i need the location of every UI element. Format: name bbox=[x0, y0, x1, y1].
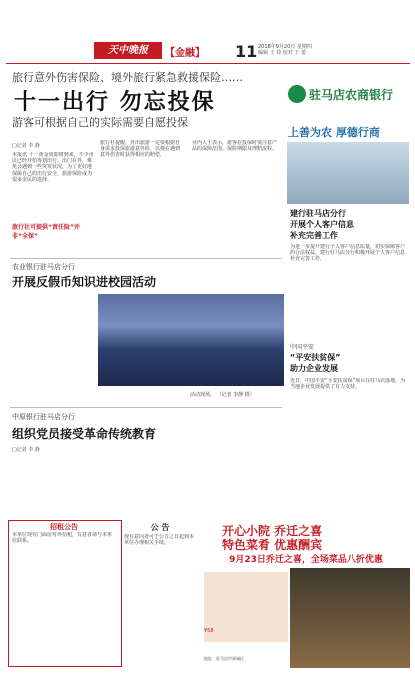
ad-menu bbox=[204, 572, 288, 642]
lead-kicker: 旅行意外伤害保险、境外旅行紧急救援保险…… bbox=[12, 71, 243, 84]
ad-title-2: 特色菜肴 优惠酬宾 bbox=[222, 538, 323, 552]
section3-label: 中原银行驻马店分行 bbox=[12, 413, 75, 421]
lead-body-col1: 本报讯 十一黄金周即将到来，不少市民已经开始筹划出行。出门在外，难免会遇到一些突发状况，为了更好地保障自己的出行安全，旅游保险成为很多市民的选择。 bbox=[12, 152, 94, 183]
lead-byline: □记者 李 静 bbox=[12, 143, 40, 149]
lead-body-col3: 业内人士表示，游客在投保时要注意产品的保障范围、保险期限及理赔流程。 bbox=[192, 140, 278, 153]
lead-headline: 十一出行 勿忘投保 bbox=[14, 90, 216, 115]
right-sub-label: 中国平安 bbox=[290, 344, 315, 351]
date-line bbox=[258, 44, 348, 56]
section2-photo bbox=[98, 294, 284, 386]
right-body: 为进一步提升建行个人客户信息质量，切实保障客户的合法权益，建行驻马店分行积极开展个人客户信息补充完善工作。 bbox=[290, 244, 406, 263]
section-label: 【金融】 bbox=[165, 48, 205, 59]
right-sub-body: 近日，中国平安“平安扶贫保”项目在驻马店落地，为当地企业发展提供了有力支持。 bbox=[290, 378, 406, 391]
masthead-logo: 天中晚报 bbox=[94, 42, 162, 59]
bank-name: 驻马店农商银行 bbox=[309, 88, 394, 102]
section2-label: 农业银行驻马店分行 bbox=[12, 263, 75, 271]
section2-rule bbox=[10, 258, 282, 259]
issue-date: 2018年9月20日 星期四 bbox=[258, 44, 312, 50]
right-title-2: 开展个人客户信息 bbox=[290, 220, 354, 229]
section2-photo-caption: 活动现场。 （记者 李静 摄） bbox=[190, 392, 255, 398]
public-notice-title: 公 告 bbox=[150, 523, 170, 532]
section3-title: 组织党员接受革命传统教育 bbox=[12, 427, 157, 441]
ad-title-1: 开心小院 乔迁之喜 bbox=[222, 524, 323, 538]
lead-body-col2: 旅行社提醒，外出旅游一定要根据自身需求投保旅游意外险，以便在遇到意外伤害时获得相应的赔偿。 bbox=[100, 140, 181, 159]
lead-subhead: 游客可根据自己的实际需要自愿投保 bbox=[12, 116, 188, 129]
right-sub-title-2: 助力企业发展 bbox=[290, 364, 338, 373]
section3-byline: □记者 李 静 bbox=[12, 447, 40, 453]
public-notice-body: 现有意向者可于公告之日起到本单位办理相关手续。 bbox=[124, 534, 195, 547]
ad-banner: 9月23日乔迁之喜，全场菜品八折优惠 bbox=[202, 552, 410, 568]
bank-slogan: 上善为农 厚德行商 bbox=[288, 126, 380, 139]
section2-title: 开展反假币知识进校园活动 bbox=[12, 275, 157, 289]
right-title-3: 补充完善工作 bbox=[290, 231, 338, 240]
page-number: 11 bbox=[235, 42, 258, 61]
bank-photo bbox=[287, 142, 409, 204]
top-rule bbox=[6, 63, 410, 64]
section2-body bbox=[12, 292, 94, 402]
ad-price: ¥58 bbox=[204, 628, 214, 634]
right-sub-title-1: “平安扶贫保” bbox=[290, 353, 341, 362]
bank-logo-icon bbox=[288, 85, 306, 103]
right-title-1: 建行驻马店分行 bbox=[290, 209, 346, 218]
notice-title: 招租公告 bbox=[50, 523, 78, 531]
editors-line: 编辑 王 琦 校对 王 蕾 bbox=[258, 50, 306, 56]
ad-address: 地址：驻马店市驿城区 bbox=[204, 656, 244, 661]
lead-sidebar-title: 旅行社可提供“责任险”并非“全保” bbox=[12, 224, 80, 240]
section3-rule bbox=[10, 407, 282, 408]
ad-photo bbox=[290, 568, 410, 668]
notice-body: 本单位现有门面房对外招租，有意者请与本单位联系。 bbox=[12, 532, 113, 545]
